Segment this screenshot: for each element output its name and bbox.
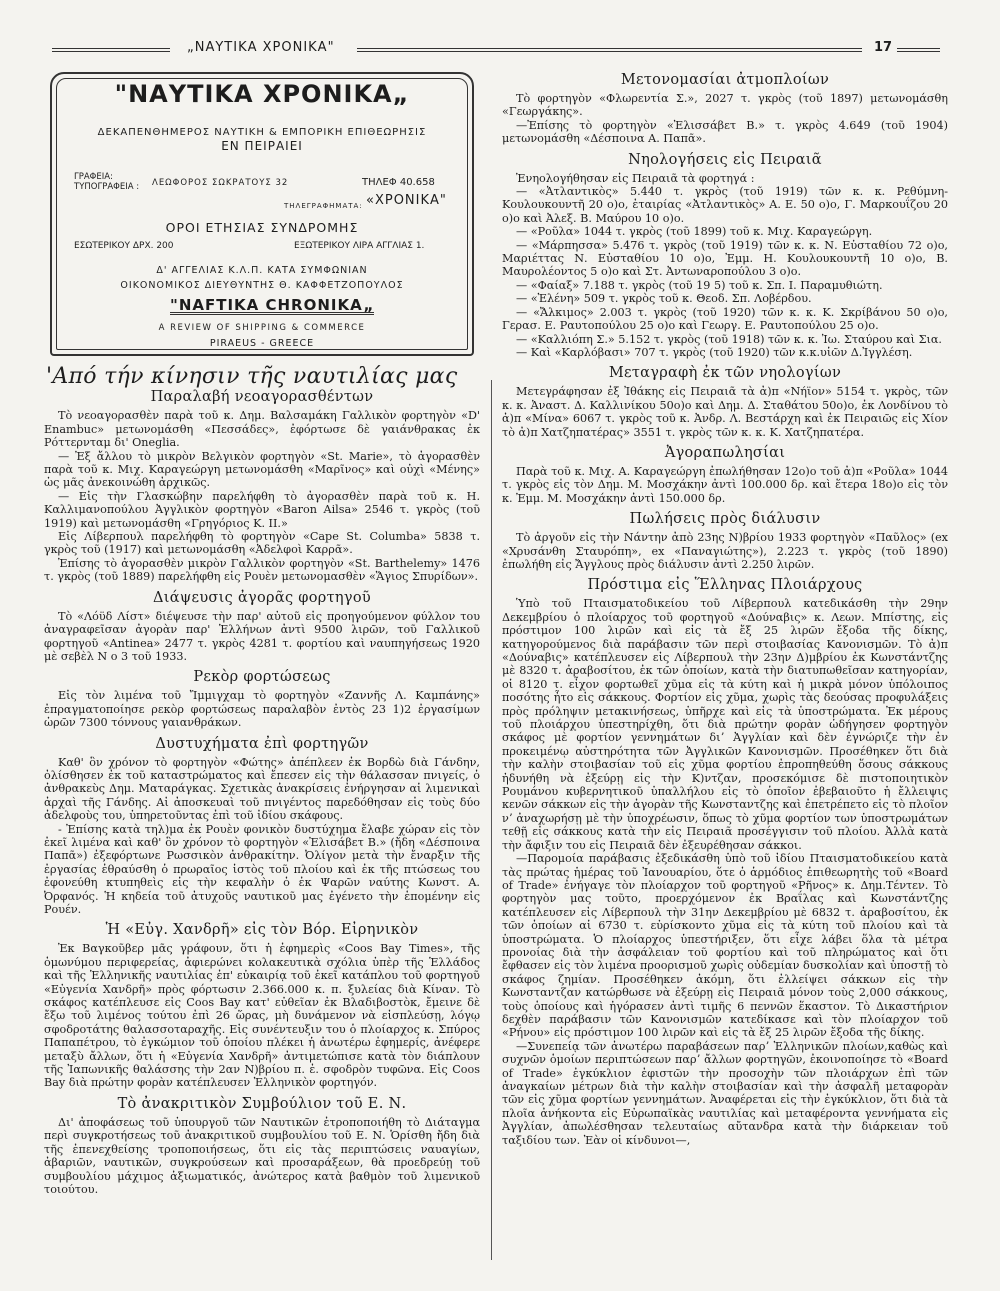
article-paragraph: — «Ροῦλα» 1044 τ. γκρὸς (τοῦ 1899) τοῦ κ. Μιχ. Καραγεώργη. — [516, 225, 873, 239]
article-paragraph: — «Φαίαξ» 7.188 τ. γκρὸς (τοῦ 19 5) τοῦ κ. Σπ. Ι. Παραμυθιώτη. — [516, 278, 883, 292]
left-column — [44, 72, 480, 1196]
header-rule-right — [897, 48, 940, 52]
masthead-title: "ΝΑΥΤΙΚΑ ΧΡΟΝΙΚΑ„ — [114, 80, 410, 108]
masthead-foreign-price: ΕΞΩΤΕΡΙΚΟΥ ΛΙΡΑ ΑΓΓΛΙΑΣ 1. — [294, 241, 425, 251]
article-paragraph: — «Μάρπησσα» 5.476 τ. γκρὸς (τοῦ 1919) τῶν κ. κ. Ν. Εὐσταθίου 72 ο)ο, Μαριέττας Ν. Εὐσταθίου 10 ο)ο, Ἐμμ. Η. Κουλουκουντῆ 10 ο)ο, Β. Μαυρολέοντος 5 ο)ο καὶ Στ. Ἀντωναροπούλου 3 ο)ο. — [502, 238, 948, 279]
article-heading: Πωλήσεις πρὸς διάλυσιν — [629, 511, 821, 528]
article-paragraph: Ἐνηολογήθησαν εἰς Πειραιᾶ τὰ φορτηγά : — [516, 171, 755, 185]
article-heading: Ἡ «Εὐγ. Χανδρῆ» εἰς τὸν Βόρ. Εἰρηνικὸν — [105, 922, 419, 939]
article-paragraph: Τὸ ἀργοῦν εἰς τὴν Νάντην ἀπὸ 23ης Ν)βρίου 1933 φορτηγὸν «Παῦλος» (ex «Χρυσάνθη Σταυρόπη», ex «Παναγιώτης»), 2.223 τ. γκρὸς (τοῦ 1890) ἐπωλήθη εἰς Ἄγγλους πρὸς διάλυσιν ἀντὶ 2.250 λιρῶν. — [502, 531, 948, 571]
article-evgenia-chandri — [44, 922, 480, 1089]
article-paragraph: Ἐπίσης τὸ ἀγορασθὲν μικρὸν Γαλλικὸν φορτηγὸν «St. Barthelemy» 1476 τ. γκρὸς (τοῦ 1889) παρελήφθη εἰς Ρουὲν μετωνομασθὲν «Ἅγιος Σπυρίδων». — [44, 556, 480, 584]
article-heading: Τὸ ἀνακριτικὸν Συμβούλιον τοῦ Ε. Ν. — [117, 1095, 407, 1112]
article-new-acquisitions — [44, 389, 480, 583]
article-paragraph: — Εἰς τὴν Γλασκώβην παρελήφθη τὸ ἀγορασθὲν παρὰ τοῦ κ. Η. Καλλιμανοπούλου Ἀγγλικὸν φορτηγὸν «Baron Ailsa» 2546 τ. γκρὸς (τοῦ 1919) καὶ μετωνομάσθη «Γρηγόριος Κ. ΙΙ.» — [44, 489, 480, 530]
masthead-english-title: "NAFTIKA CHRONIKA„ — [170, 296, 375, 314]
article-paragraph: — «Ἑλένη» 509 τ. γκρὸς τοῦ κ. Θεοδ. Σπ. Λοβέρδου. — [516, 292, 812, 306]
article-loading-record — [44, 669, 480, 729]
header-rule-middle — [357, 48, 862, 52]
article-renamings — [502, 72, 948, 146]
article-registrations — [502, 152, 948, 360]
article-paragraph: Δι' ἀποφάσεως τοῦ ὑπουργοῦ τῶν Ναυτικῶν ἐτροποποιήθη τὸ Διάταγμα περὶ συγκροτήσεως τοῦ ἀνακριτικοῦ συμβουλίου τοῦ Ε. Ν. Ὁρίσθη ἤδη διὰ τῆς ἐπενεχθείσης τροποποιήσεως, ὅτι εἰς τὰς περιπτώσεις ναυαγίων, ἀβαριῶν, ναυτικῶν, συγκρούσεων καὶ προσαράξεων, θὰ προεδρεύῃ τοῦ συμβουλίου μάχιμος ἀξιωματικός, ἀνώτερος κατὰ βαθμὸν τοῦ λιμενικοῦ τοιούτου. — [44, 1115, 480, 1196]
article-paragraph: — «Ἀτλαντικὸς» 5.440 τ. γκρὸς (τοῦ 1919) τῶν κ. κ. Ρεθύμνη-Κουλουκουντῆ 20 ο)ο, ἑταιρίας «Ἀτλαντικὸς» Α. Ε. 50 ο)ο, Γ. Μαρκουΐζου 20 ο)ο καὶ Ἀλεξ. Β. Μαύρου 10 ο)ο. — [502, 185, 948, 225]
masthead-address: ΛΕΩΦΟΡΟΣ ΣΩΚΡΑΤΟΥΣ 32 — [152, 178, 289, 188]
article-paragraph: Τὸ νεοαγορασθὲν παρὰ τοῦ κ. Δημ. Βαλσαμάκη Γαλλικὸν φορτηγὸν «D' Enambuc» μετωνομάσθη «Πεσσάδες», ἐφόρτωσε δὲ γαιάνθρακας ἐκ Ρόττερνταμ δι' Oneglia. — [44, 409, 480, 450]
article-paragraph: — Ἐξ ἄλλου τὸ μικρὸν Βελγικὸν φορτηγὸν «St. Marie», τὸ ἀγορασθὲν παρὰ τοῦ κ. Μιχ. Καραγεώργη μετωνομάσθη «Μαρῖνος» καὶ οὐχὶ «Μένης» ὡς μᾶς ἀνεκοινώθη ἀρχικῶς. — [44, 449, 480, 490]
masthead-domestic-price: ΕΣΩΤΕΡΙΚΟΥ ΔΡΧ. 200 — [74, 241, 174, 251]
article-heading: Ἀγοραπωλησίαι — [664, 444, 786, 461]
article-inquiry-council — [44, 1096, 480, 1196]
right-column — [502, 72, 948, 1147]
article-registry-transfer — [502, 365, 948, 439]
article-paragraph: — «Καλλιόπη Σ.» 5.152 τ. γκρὸς (τοῦ 1918) τῶν κ. κ. Ἰω. Σταύρου καὶ Σια. — [516, 332, 942, 346]
article-heading: Μετονομασίαι ἀτμοπλοίων — [620, 72, 830, 88]
column-divider — [491, 380, 492, 1260]
article-paragraph: —Συνεπείᾳ τῶν ἀνωτέρω παραβάσεων παρʼ Ἑλληνικῶν πλοίων,καθὼς καὶ συχνῶν ὁμοίων περιπτώσεων παρʼ ἄλλων φορτηγῶν, ἐκοινοποίησε τὸ «Board of Trade» ἐγκύκλιον ἐφιστῶν τὴν προσοχὴν τῶν πλοιάρχων ἐπὶ τῶν ἀναγκαίων μέτρων διὰ τὴν καλὴν στοιβασίαν καὶ τὴν ἀσφαλῆ μεταφορὰν τῶν εἰς χῦμα φορτίων γεννημάτων. Ἀναφέρεται εἰς τὴν ἐγκύκλιον, ὅτι διὰ τὰ πλοῖα ἀνήκοντα εἰς Εὐρωπαϊκὰς ναυτιλίας καὶ μεταφέροντα γεννήματα εἰς Ἀγγλίαν, ἀπωλέσθησαν τελευταίως αὔτανδρα κατὰ τὴν διάρκειαν τοῦ ταξιδίου των. Ἐὰν οἱ κίνδυνοι—, — [502, 1039, 948, 1147]
masthead-offices-label: ΓΡΑΦΕΙΑ: ΤΥΠΟΓΡΑΦΕΙΑ : — [74, 172, 140, 192]
article-paragraph: Τὸ «Λόϋδ Λίστ» διέψευσε τὴν παρ' αὐτοῦ εἰς προηγούμενον φύλλον του ἀναγραφεῖσαν ἀγορὰν παρ' Ἑλλήνων ἀντὶ 9500 λιρῶν, τοῦ Γαλλικοῦ φορτηγοῦ «Antinea» 2477 τ. γκρὸς 4281 τ. φορτίου καὶ ναυπηγήσεως 1920 μὲ σεβὲλ Ν ο 3 τοῦ 1933. — [44, 609, 480, 663]
article-paragraph: —Ἐπίσης τὸ φορτηγὸν «Ἐλισσάβετ Β.» τ. γκρὸς 4.649 (τοῦ 1904) μετωνομάσθη «Δέσποινα Α. Παπᾶ». — [502, 118, 948, 146]
article-paragraph: Καθ' ὃν χρόνον τὸ φορτηγὸν «Φώτης» ἀπέπλεεν ἐκ Βορδὼ διὰ Γάνδην, ὀλίσθησεν ἐκ τοῦ καταστρώματος καὶ ἔπεσεν εἰς τὴν θάλασσαν πνιγείς, ὁ ἀνθρακεὺς Δημ. Ματαράγκας. Σχετικὰς ἀνακρίσεις ἐνήργησαν αἱ λιμενικαὶ ἀρχαὶ τῆς Γάνδης. Αἱ ἀποσκευαὶ τοῦ πνιγέντος παρεδόθησαν εἰς τοὺς δύο ἀδελφοὺς του, ὑπηρετοῦντας ἐπὶ τοῦ ἰδίου σκάφους. — [44, 755, 480, 823]
article-heading: Διάψευσις ἀγορᾶς φορτηγοῦ — [152, 589, 372, 606]
article-accidents — [44, 736, 480, 917]
masthead-telephone: ΤΗΛΕΦ 40.658 — [362, 177, 435, 188]
masthead-location: PIRAEUS - GREECE — [209, 338, 315, 349]
page-number: 17 — [874, 40, 893, 55]
article-sales — [502, 445, 948, 505]
article-heading: Πρόστιμα εἰς Ἕλληνας Πλοιάρχους — [587, 577, 863, 594]
masthead-telegraph-label: ΤΗΛΕΓΡΑΦΗΜΑΤΑ: — [284, 202, 363, 210]
masthead-telegraph-value: «ΧΡΟΝΙΚΑ" — [366, 193, 447, 208]
article-heading: Ρεκὸρ φορτώσεως — [193, 669, 331, 686]
running-header — [52, 40, 940, 60]
masthead-english-subtitle: A REVIEW OF SHIPPING & COMMERCE — [158, 323, 366, 333]
article-scrap-sales — [502, 511, 948, 571]
article-heading: Παραλαβή νεοαγορασθέντων — [150, 389, 374, 406]
masthead-box — [50, 72, 474, 356]
masthead-subtitle: ΔΕΚΑΠΕΝΘΗΜΕΡΟΣ ΝΑΥΤΙΚΗ & ΕΜΠΟΡΙΚΗ ΕΠΙΘΕΩΡΗΣΙΣ — [97, 127, 427, 138]
running-title: „ΝΑΥΤΙΚΑ ΧΡΟΝΙΚΑ" — [187, 40, 335, 55]
article-purchase-denial — [44, 590, 480, 664]
article-paragraph: Παρὰ τοῦ κ. Μιχ. Α. Καραγεώργη ἐπωλήθησαν 12ο)ο τοῦ ἀ)π «Ροῦλα» 1044 τ. γκρὸς εἰς τὸν Δημ. Μ. Μοσχάκην ἀντὶ 100.000 δρ. καὶ ἕτερα 18ο)ο εἰς τὸν κ. Ἐμμ. Μ. Μοσχάκην ἀντὶ 150.000 δρ. — [502, 464, 948, 505]
masthead-subscription-title: ΟΡΟΙ ΕΤΗΣΙΑΣ ΣΥΝΔΡΟΜΗΣ — [165, 220, 359, 235]
article-heading: Δυστυχήματα ἐπὶ φορτηγῶν — [155, 735, 369, 752]
article-paragraph: Ἐκ Βαγκοῦβερ μᾶς γράφουν, ὅτι ἡ ἐφημερὶς «Coos Bay Times», τῆς ὁμωνύμου περιφερείας, ἀφιερώνει κολακευτικὰ σχόλια ὑπὲρ τῆς Ἑλλάδος καὶ τῆς Ἑλληνικῆς ναυτιλίας ἐπ' εὐκαιρίᾳ τοῦ ἐκεῖ κατάπλου τοῦ φορτηγοῦ «Εὐγενία Χανδρῆ» πρὸς φόρτωσιν 2.366.000 κ. π. ξυλείας διὰ Κίναν. Τὸ σκάφος κατέπλευσε εἰς Coos Bay κατ' εὐθεῖαν ἐκ Βλαδιβοστὸκ, ἔμεινε δὲ ἔξω τοῦ λιμένος τούτου ἐπὶ 26 ὥρας, μὴ δυνάμενον νὰ εἰσπλεύσῃ, λόγῳ σφοδροτάτης θαλασσοταραχῆς. Εἰς συνέντευξιν του ὁ πλοίαρχος κ. Σπύρος Παπαπέτρου, τὸ ἐγκώμιον τοῦ ὁποίου πλέκει ἡ ἀνωτέρω ἐφημερίς, ἀνέφερε μεταξὺ ἄλλων, ὅτι ἡ «Εὐγενία Χανδρῆ» ἀντιμετώπισε κατὰ τὸν διάπλουν τῆς Ἰαπωνικῆς θαλάσσης τὴν 2αν Ν)βρίου π. ἐ. σφοδρὸν τυφῶνα. Εἰς Coos Bay διὰ πρώτην φορὰν κατέπλευσεν Ἑλληνικὸν φορτηγόν. — [44, 942, 480, 1090]
article-paragraph: Εἰς τὸν λιμένα τοῦ Ἴμμιγχαμ τὸ φορτηγὸν «Ζαννῆς Λ. Καμπάνης» ἐπραγματοποίησε ρεκὸρ φορτώσεως παραλαβὸν ἐντὸς 23 1)2 ἐργασίμων ὡρῶν 7300 τόννους γαιανθράκων. — [44, 689, 480, 730]
article-paragraph: Εἰς Λίβερπουλ παρελήφθη τὸ φορτηγὸν «Cape St. Columba» 5838 τ. γκρὸς τοῦ (1917) καὶ μετωνομάσθη «Ἀδελφοὶ Καρρᾶ». — [44, 530, 480, 557]
article-paragraph: — «Ἄλκιμος» 2.003 τ. γκρὸς (τοῦ 1920) τῶν κ. κ. Κ. Σκρίβάνου 50 ο)ο, Γερασ. Ε. Ραυτοπούλου 25 ο)ο καὶ Γεωργ. Ε. Ραυτοπούλου 25 ο)ο. — [502, 305, 948, 333]
article-paragraph: — Καὶ «Καρλόβασι» 707 τ. γκρὸς (τοῦ 1920) τῶν κ.κ.υἱῶν Δ.Ἰγγλέση. — [516, 345, 913, 359]
article-heading: Νηολογήσεις εἰς Πειραιᾶ — [628, 151, 822, 168]
article-paragraph: Τὸ φορτηγὸν «Φλωρεντία Σ.», 2027 τ. γκρὸς (τοῦ 1897) μετωνομάσθη «Γεωργάκης». — [502, 92, 948, 119]
article-paragraph: Ὑπὸ τοῦ Πταισματοδικείου τοῦ Λίβερπουλ κατεδικάσθη τὴν 29ην Δεκεμβρίου ὁ πλοίαρχος τοῦ φορτηγοῦ «Δούναβις» κ. Λεων. Μπίστης, εἰς πρόστιμον 100 λιρῶν καὶ εἰς τὰ ἔξ 25 λιρῶν ἔξοδα τῆς δίκης, κατηγορούμενος διὰ παράβασιν τῶν περὶ στοιβασίας Κανονισμῶν. Τὸ ἀ)π «Δούναβις» κατέπλευσεν εἰς Λίβερπουλ τὴν 23ην Δ)μβρίου ἐκ Κωνστάντζης μὲ 8320 τ. ἀραβοσίτου, ἐκ τῶν ὁποίων, κατὰ τὴν διατυπωθεῖσαν κατηγορίαν, οἱ 8120 τ. εἶχον φορτωθεῖ χῦμα εἰς τὰ κύτη καὶ ἡ μικρὰ μόνον ὑπόλοιπος ποσότης ἦτο εἰς σάκκους. Φορτίον εἰς χῦμα, χωρὶς τὰς δεούσας προφυλάξεις πρὸς πρόληψιν μετακινήσεως, ὑπῆρχε καὶ εἰς τὰ ὑποστρώματα. Ἐκ μέρους τοῦ πλοιάρχου ὑπεστηρίχθη, ὅτι διὰ πρώτην φορὰν ὡδήγησεν φορτηγὸν σκάφος μὲ φορτίον γεννημάτων διʼ Ἀγγλίαν καὶ δὲν ἐγνώριζε τὴν ἐν προκειμένῳ αὐστηρότητα τῶν Ἀγγλικῶν Κανονισμῶν. Προσέθηκεν ὅτι διὰ τὴν καλὴν στοιβασίαν τοῦ εἰς χῦμα φορτίου ἐπροπηθεύθη ὅσους σάκκους ἠδυνήθη νὰ ἐξεύρῃ εἰς τὴν Κ)ντζαν, προσεκόμισε δὲ πιστοποιητικὸν Ρουμάνου κυβερνητικοῦ ὑπαλλήλου εἰς τὸ ὁποῖον ἐβεβαιοῦτο ἡ ἔλλειψις κενῶν σάκκων εἰς τὴν ἀγορὰν τῆς Κωνσταντζης καὶ ἐπετρέπετο εἰς τὸ πλοῖον νʼ ἀναχωρήσῃ μὲ τὴν ὑποχρέωσιν, ὅπως τὸ χῦμα φορτίον των ὑποστρωμάτων τεθῇ εἰς σάκκους κατὰ τὴν εἰς Πειραιᾶ προσέγγισιν τοῦ πλοίου. Ἀλλὰ κατὰ τὴν ἄφιξιν του εἰς Πειραιᾶ δὲν ἐξευρέθησαν σάκκοι. — [502, 597, 948, 852]
article-paragraph: Μετεγράφησαν ἐξ Ἰθάκης εἰς Πειραιᾶ τὰ ἀ)π «Νήϊον» 5154 τ. γκρὸς, τῶν κ. κ. Ἀναστ. Δ. Καλλινίκου 50ο)ο καὶ Δημ. Δ. Σταθάτου 50ο)ο, ἐκ Λονδίνου τὸ ἀ)π «Μίνα» 6067 τ. γκρὸς τοῦ κ. Ἀνδρ. Λ. Βεστάρχη καὶ ἐκ Πειραιῶς εἰς Χίον τὸ ἀ)π Χατζηπατέρας» 3551 τ. γκρὸς τῶν κ. κ. Κ. Χατζηπατέρα. — [502, 385, 948, 439]
header-rule-left — [52, 48, 170, 52]
masthead-city: ΕΝ ΠΕΙΡΑΙΕΙ — [221, 139, 303, 153]
article-heading: Μεταγραφὴ ἐκ τῶν νηολογίων — [608, 365, 842, 382]
article-paragraph: - Ἐπίσης κατὰ τηλ)μα ἐκ Ρουὲν φονικὸν δυστύχημα ἔλαβε χώραν εἰς τὸν ἐκεῖ λιμένα καὶ καθ' ὃν χρόνον τὸ φορτηγὸν «Ἐλισάβετ Β.» (ἤδη «Δέσποινα Παπᾶ») ἐξεφόρτωνε Ρωσσικὸν ἀνθρακίτην. Ὀλίγον μετὰ τὴν ἔναρξιν τῆς ἐργασίας ἐθραύσθη ὁ πρωραῖος ἱστὸς τοῦ πλοίου καὶ ἐκ τῆς πτώσεως του ἐφονεύθη κτυπηθεὶς εἰς τὴν κεφαλὴν ὁ ἐκ Ψαρῶν ναύτης Κωνστ. Α. Ὀρφανός. Ἡ κηδεία τοῦ ἀτυχοῦς ναυτικοῦ μας ἐγένετο τὴν ἑπομένην εἰς Ρουέν. — [44, 822, 480, 916]
masthead-ads: Δ' ΑΓΓΕΛΙΑΣ Κ.Λ.Π. ΚΑΤΑ ΣΥΜΦΩΝΙΑΝ — [156, 265, 368, 276]
masthead-director: ΟΙΚΟΝΟΜΙΚΟΣ ΔΙΕΥΘΥΝΤΗΣ Θ. ΚΑΦΦΕΤΖΟΠΟΥΛΟΣ — [120, 280, 404, 291]
article-paragraph: —Παρομοία παράβασις ἐξεδικάσθη ὑπὸ τοῦ ἰδίου Πταισματοδικείου κατὰ τὰς πρώτας ἡμέρας τοῦ Ἰανουαρίου, ὅτε ὁ ἁρμόδιος ἐπιθεωρητὴς τοῦ «Board of Trade» ἐνήγαγε τὸν πλοίαρχον τοῦ φορτηγοῦ «Ρῆνος» κ. Δημ.Τέντεν. Τὸ φορτηγὸν μας τοῦτο, προερχόμενον ἐκ Βραΐλας καὶ Κωνστάντζης κατέπλευσεν εἰς Λίβερπουλ τὴν 31ην Δεκεμβρίου μὲ 6832 τ. ἀραβοσίτου, ἐκ τῶν ὁποίων αἱ 6730 τ. εὑρίσκοντο χῦμα εἰς τὰ κύτη τοῦ πλοίου καὶ τὰ ὑποστρώματα. Ὁ πλοίαρχος ὑπεστήριξεν, ὅτι εἶχε λάβει ὅλα τὰ μέτρα προνοίας διὰ τὴν ἀσφάλειαν τοῦ φορτίου καὶ τοῦ πληρώματος καὶ ὅτι ἔφθασεν εἰς τὸν λιμένα προορισμοῦ χωρὶς οὐδεμίαν δυσκολίαν καὶ ὑποστῇ τὸ σκάφος ζημίαν. Προσέθηκεν ἀκόμη, ὅτι ἐλλείψει σάκκων εἰς τὴν Κωνσταντζαν κατώρθωσε νὰ ἐξεύρῃ εἰς Πειραιᾶ μόνον τοὺς 2,000 σάκκους, τοὺς ὁποίους καὶ ἠγόρασεν ἀντὶ τιμῆς 6 πεννῶν ἕκαστον. Τὸ Δικαστήριον δεχθὲν παράβασιν τῶν Κανονισμῶν κατεδίκασε καὶ τὸν πλοίαρχον τοῦ «Ρήνου» εἰς πρόστιμον 100 λιρῶν καὶ εἰς τὰ ἔξ 25 λιρῶν ἔξοδα τῆς δίκης. — [502, 852, 948, 1040]
main-headline: 'Από τήν κίνησιν τῆς ναυτιλίας μας — [46, 364, 458, 389]
article-captain-fines — [502, 577, 948, 1147]
